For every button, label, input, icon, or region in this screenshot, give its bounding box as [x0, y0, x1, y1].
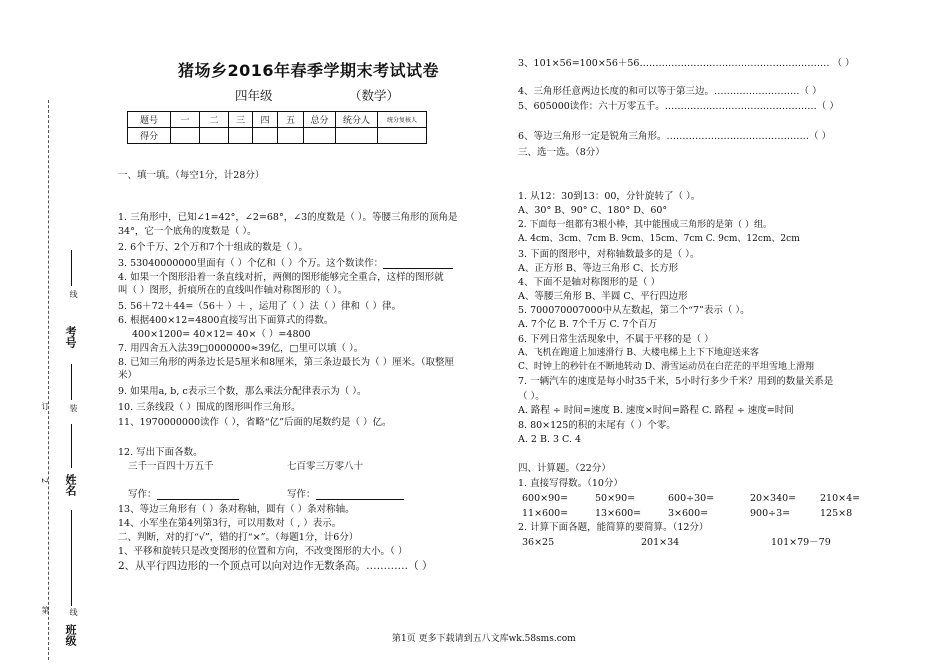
question-5: 5. 56＋72＋44=（56＋ ）＋ ，运用了（ ）法（ ）律和（ ）律。: [118, 301, 401, 312]
choice-7b: （ ）。: [518, 391, 545, 402]
calc-r2-c2: 13×600=: [595, 508, 642, 519]
binding-line-char: 线: [69, 290, 78, 298]
question-1b: 34°，它一个底角的度数是（ ）。: [118, 226, 257, 237]
judge-4: 4、三角形任意两边长度的和可以等于第三边。………………………（ ）: [518, 86, 822, 97]
judge-1: 1、平移和旋转只是改变图形的位置和方向，不改变图形的大小。（ ）: [118, 546, 408, 557]
score-cell: [229, 128, 253, 144]
question-4b: 叫（ ）图形，折痕所在的直线叫作轴对称图形的（ ）。: [118, 285, 348, 296]
question-12-write-a: 写作：: [128, 489, 239, 500]
subject-label: （数学）: [349, 88, 400, 103]
score-cell: 三: [229, 112, 253, 128]
choice-7: 7. 一辆汽车的速度是每小时35千米，5小时行多少千米？用到的数量关系是: [518, 376, 834, 387]
choice-2: 2. 下面每一组都有3根小棒，其中能围成三角形的是第（ ）组。: [518, 220, 773, 230]
score-cell: 一: [171, 112, 200, 128]
section-2-heading: 二、判断，对的打“√”，错的打“×”。（每题1分，计6分）: [118, 532, 359, 543]
question-12: 12. 写出下面各数。: [118, 447, 203, 458]
score-cell: 四: [253, 112, 278, 128]
score-cell: 统分复核人: [378, 112, 427, 128]
calc-r1-c4: 20×340=: [750, 493, 797, 504]
choice-1: 1. 从12：30到13：00，分针旋转了（ ）。: [518, 191, 701, 202]
score-cell: [304, 128, 336, 144]
binding-num: 2: [40, 478, 49, 484]
choice-1-options: A、30° B、90° C、180° D、60°: [518, 205, 668, 216]
question-11: 11、1970000000读作（ ），省略“亿”后面的尾数约是（ ）亿。: [118, 417, 392, 428]
xingming-rule-2: [71, 510, 72, 606]
calc-2-expr-1: 36×25: [522, 537, 555, 548]
question-6: 6. 根据400×12=4800直接写出下面算式的得数。: [118, 315, 334, 326]
question-6b: 400×1200= 40×12= 40×（ ）=4800: [132, 329, 311, 340]
calc-r2-c4: 900÷3=: [750, 508, 791, 519]
question-8a: 8. 已知三角形的两条边长是5厘米和8厘米，第三条边最长为（ ）厘米。（取整厘: [118, 357, 454, 368]
kaohao-label: 考号: [64, 326, 77, 348]
choice-8: 8. 80×125的积的末尾有（ ）个零。: [518, 420, 676, 431]
calc-r2-c1: 11×600=: [522, 508, 569, 519]
question-13: 13、等边三角形有（ ）条对称轴，圆有（ ）条对称轴。: [118, 504, 355, 515]
kaohao-rule: [71, 250, 72, 286]
score-table-header-row: [128, 112, 427, 128]
calc-r1-c2: 50×90=: [595, 493, 636, 504]
choice-2-options: A. 4cm、3cm、7cm B. 9cm、15cm、7cm C. 9cm、12cm、2cm: [518, 234, 800, 244]
question-3: 3. 53040000000里面有（ ）个亿和（ ）个万。这个数读作：: [118, 258, 453, 269]
calc-2-expr-2: 201×34: [641, 537, 680, 548]
choice-8-options: A. 2 B. 3 C. 4: [518, 434, 582, 445]
question-7: 7. 用四舍五入法39□0000000≈39亿，□里可以填（ ）。: [118, 343, 364, 354]
judge-6: 6、等边三角形一定是锐角三角形。………………………………………（ ）: [518, 131, 832, 142]
grade-label: 四年级: [235, 88, 273, 103]
choice-4-options: A、等腰三角形 B、半圆 C、平行四边形: [518, 291, 688, 302]
judge-3: 3、101×56=100×56＋56…………………………………………………… （ ）: [518, 58, 855, 69]
calc-r1-c5: 210×4=: [820, 493, 861, 504]
choice-3: 3. 下面的图形中，对称轴数最多的是（ ）。: [518, 249, 700, 260]
choice-6: 6. 下列日常生活现象中，不属于平移的是（ ）: [518, 334, 714, 345]
score-cell: [171, 128, 200, 144]
score-cell: 总分: [304, 112, 336, 128]
score-cell: 题号: [128, 112, 171, 128]
choice-6-options-cd: C、时钟上的秒针在不断地转动 D、滑雪运动员在白茫茫的平坦雪地上滑翔: [518, 362, 814, 372]
question-4a: 4. 如果一个图形沿着一条直线对折，两侧的图形能够完全重合，这样的图形就: [118, 272, 444, 283]
question-12-number-a: 三千一百四十万五千: [128, 461, 214, 472]
choice-5: 5. 700070007000中从左数起，第二个“7”表示（ ）。: [518, 305, 750, 316]
judge-5: 5、605000读作：六十万零五千。…………………………………………（ ）: [518, 101, 839, 112]
score-cell: 得分: [128, 128, 171, 144]
score-cell: [336, 128, 378, 144]
choice-7-options: A. 路程 ÷ 时间=速度 B. 速度×时间=路程 C. 路程 ÷ 速度=时间: [518, 405, 794, 416]
binding-dashed-line: [48, 100, 49, 660]
calc-r1-c3: 600÷30=: [668, 493, 715, 504]
question-12-number-b: 七百零三万零八十: [287, 461, 364, 472]
calc-r2-c5: 125×8: [820, 508, 853, 519]
kaohao-rule-2: [71, 364, 72, 400]
question-12-write-b: 写作：: [287, 489, 404, 500]
calc-1-heading: 1. 直接写得数。（10分）: [518, 478, 623, 489]
question-8b: 米）: [118, 370, 138, 381]
xingming-label: 姓名: [64, 474, 77, 496]
page-title: 猪场乡2016年春季学期末考试试卷: [178, 61, 440, 80]
choice-5-options: A. 7个亿 B. 7个千万 C. 7个百万: [518, 319, 658, 330]
score-cell: [253, 128, 278, 144]
score-table: [127, 111, 427, 144]
binding-di-char: 第: [41, 606, 50, 614]
score-cell: [278, 128, 304, 144]
xingming-rule: [71, 424, 72, 468]
score-table-score-row: [128, 128, 427, 144]
choice-6-options-ab: A、飞机在跑道上加速滑行 B、大楼电梯上上下下地迎送来客: [518, 348, 759, 358]
question-10: 10. 三条线段（ ）围成的图形叫作三角形。: [118, 402, 301, 413]
banji-label: 班级: [64, 624, 77, 646]
calc-2-heading: 2. 计算下面各题，能简算的要简算。（12分）: [518, 522, 709, 533]
section-1-heading: 一、填一填。（每空1分，计28分）: [118, 170, 265, 181]
score-cell: [200, 128, 229, 144]
score-cell: 二: [200, 112, 229, 128]
section-4-heading: 四、计算题。（22分）: [518, 463, 611, 474]
question-1a: 1. 三角形中，已知∠1=42°，∠2=68°，∠3的度数是（ ）。等腰三角形的顶角是: [118, 212, 458, 223]
choice-3-options: A、正方形 B、等边三角形 C、长方形: [518, 263, 679, 274]
page-footer: 第1页 更多下载请到五八文库wk.58sms.com: [392, 634, 576, 644]
question-9: 9. 如果用a, b, c表示三个数，那么乘法分配律表示为（ ）。: [118, 386, 367, 397]
choice-4: 4、下面不是轴对称图形的是（ ）: [518, 277, 661, 288]
binding-zhuang-char: 装: [69, 404, 78, 412]
question-14: 14、小军坐在第4列第3行，可以用数对（ , ）表示。: [118, 518, 342, 529]
calc-2-expr-3: 101×79－79: [771, 537, 831, 548]
calc-r1-c1: 600×90=: [522, 493, 569, 504]
question-2: 2. 6个千万、2个万和7个十组成的数是（ ）。: [118, 242, 308, 253]
calc-r2-c3: 3×600=: [668, 508, 709, 519]
binding-line-char-2: 线: [69, 608, 78, 616]
section-3-heading: 三、选一选。（8分）: [518, 147, 605, 158]
binding-ding-char: 订: [41, 402, 50, 410]
score-cell: 统分人: [336, 112, 378, 128]
score-cell: 五: [278, 112, 304, 128]
judge-2: 2、从平行四边形的一个顶点可以向对边作无数条高。…………（ ）: [118, 560, 433, 572]
score-cell: [378, 128, 427, 144]
